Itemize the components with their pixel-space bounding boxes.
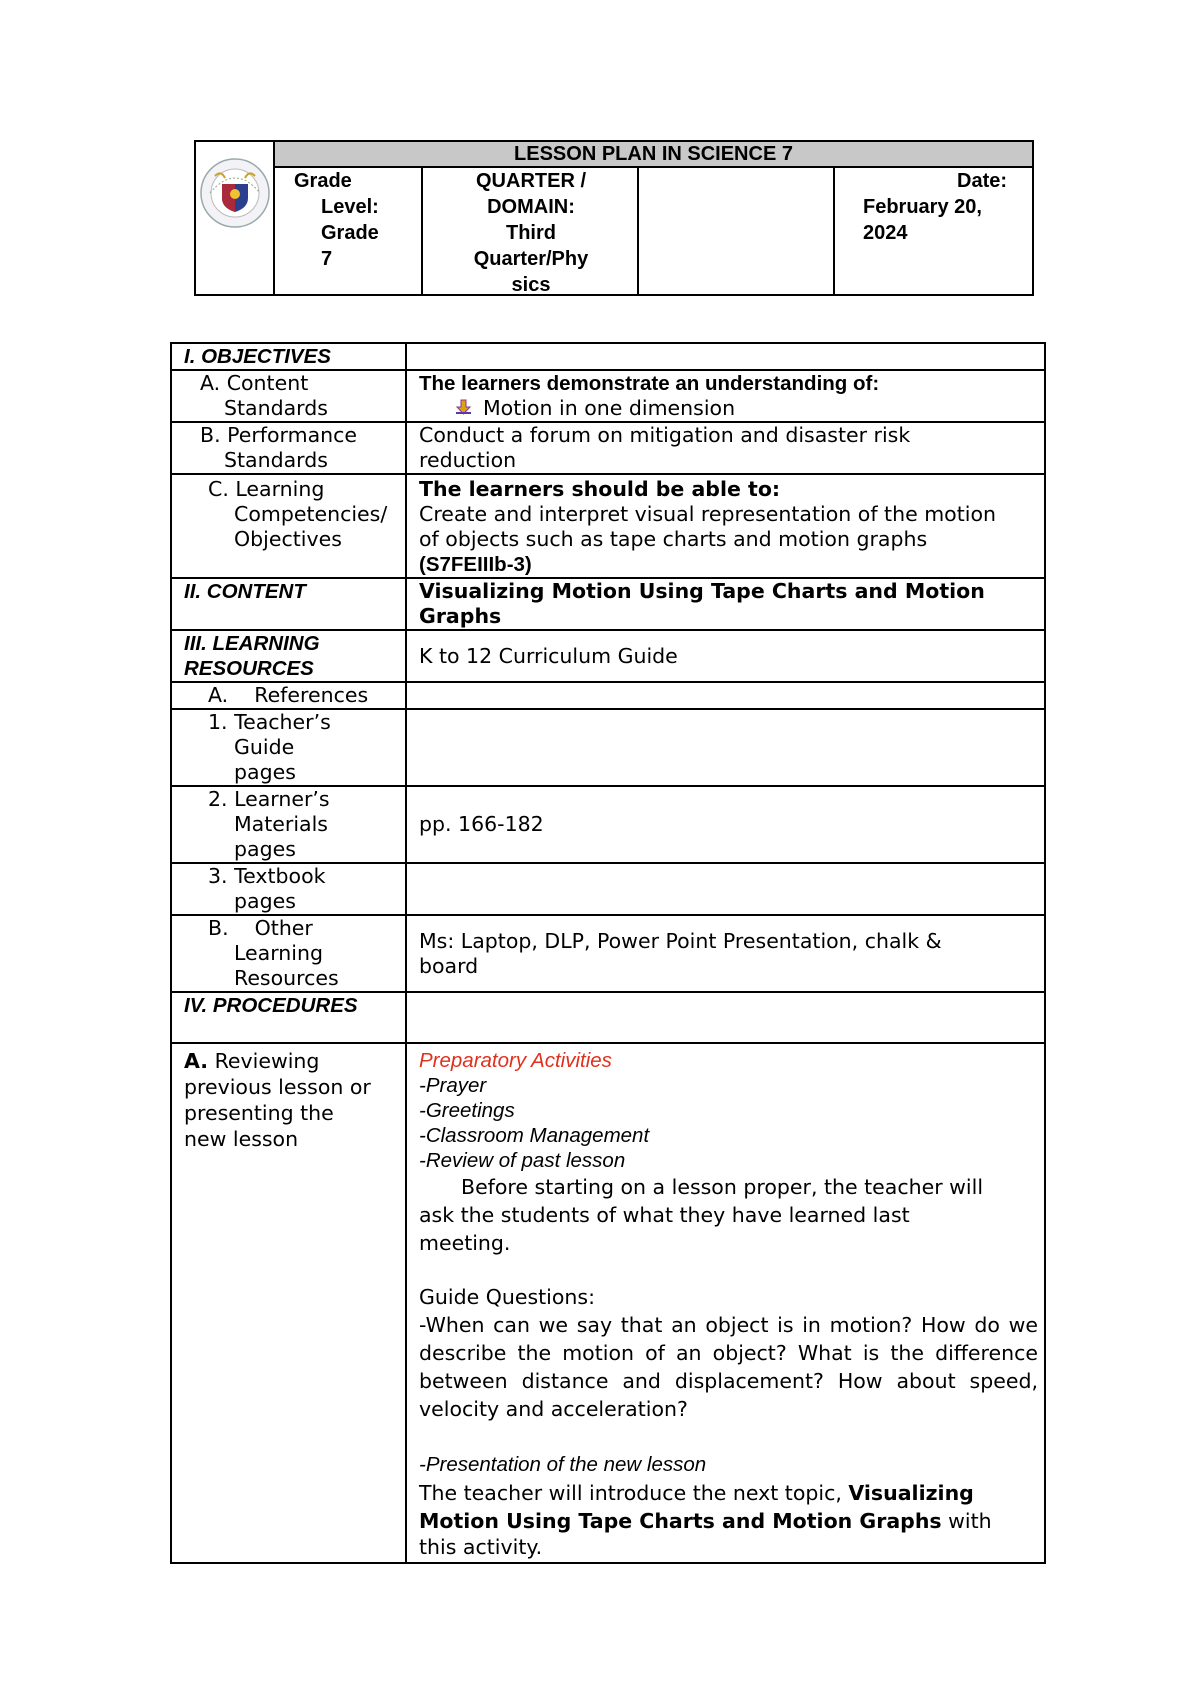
header-table xyxy=(194,140,1034,296)
review-text: Before starting on a lesson proper, the teacher will xyxy=(461,1175,984,1199)
learners-materials-value: pp. 166-182 xyxy=(419,812,544,836)
content-standards-intro: The learners demonstrate an understanding of: xyxy=(419,372,880,395)
grade-line: Level: xyxy=(321,196,379,218)
textbook-label: pages xyxy=(234,889,296,913)
prep-item: -Classroom Management xyxy=(419,1124,650,1147)
performance-standards-text: Conduct a forum on mitigation and disaster risk xyxy=(419,423,911,447)
grade-line: 7 xyxy=(321,248,333,270)
teachers-guide-label: 1. Teacher’s xyxy=(208,710,331,734)
prep-item: -Review of past lesson xyxy=(419,1149,626,1172)
learning-competencies-text: Create and interpret visual representation of the motion xyxy=(419,502,996,526)
table-row xyxy=(171,370,1045,422)
prep-item: -Prayer xyxy=(419,1074,487,1097)
procedure-a-label: A. Reviewing xyxy=(184,1049,320,1073)
table-row xyxy=(171,992,1045,1043)
table-row xyxy=(171,630,1045,682)
procedure-a-label: presenting the xyxy=(184,1101,334,1125)
learning-competencies-text: of objects such as tape charts and motion graphs xyxy=(419,527,928,551)
performance-standards-text: reduction xyxy=(419,448,517,472)
quarter-line: Quarter/Phy xyxy=(473,248,589,270)
other-resources-label: Learning xyxy=(234,941,323,965)
textbook-label: 3. Textbook xyxy=(208,864,326,888)
resources-heading: III. LEARNING xyxy=(184,632,320,655)
date-value: February 20, xyxy=(863,196,982,218)
lesson-table xyxy=(170,342,1046,1564)
quarter-line: QUARTER / xyxy=(476,170,586,192)
table-row xyxy=(171,915,1045,992)
table-row xyxy=(171,343,1045,370)
other-resources-label: B. Other xyxy=(208,916,313,940)
table-row xyxy=(171,578,1045,630)
quarter-domain-cell xyxy=(425,168,639,294)
preparatory-activities-title: Preparatory Activities xyxy=(419,1049,612,1072)
date-cell xyxy=(837,168,1032,294)
performance-standards-label: B. Performance xyxy=(200,423,358,447)
content-standards-label: A. Content xyxy=(200,371,309,395)
table-row xyxy=(171,422,1045,474)
review-text: ask the students of what they have learned last xyxy=(419,1203,910,1227)
intro-text: The teacher will introduce the next topic, Visualizing xyxy=(419,1481,974,1505)
learning-competencies-label: C. Learning xyxy=(208,477,325,501)
table-row xyxy=(171,474,1045,578)
teachers-guide-label: pages xyxy=(234,760,296,784)
competency-code: (S7FEIIIb-3) xyxy=(419,553,532,576)
bullet-arrow-icon xyxy=(455,396,483,421)
content-text: Visualizing Motion Using Tape Charts and Motion Graphs xyxy=(419,579,985,628)
teachers-guide-label: Guide xyxy=(234,735,295,759)
objectives-heading: I. OBJECTIVES xyxy=(184,345,331,368)
resources-text: K to 12 Curriculum Guide xyxy=(419,643,678,668)
procedure-a-label: previous lesson or xyxy=(184,1075,371,1099)
learning-competencies-intro: The learners should be able to: xyxy=(419,477,781,501)
content-standards-bullet: Motion in one dimension xyxy=(483,396,736,420)
blank-cell xyxy=(641,168,835,294)
logo-cell xyxy=(196,142,275,294)
table-row xyxy=(171,863,1045,915)
learners-materials-label: pages xyxy=(234,837,296,861)
other-resources-value: board xyxy=(419,953,479,978)
learning-competencies-label: Competencies/ xyxy=(234,502,388,526)
grade-line: Grade xyxy=(294,170,352,192)
intro-text: this activity. xyxy=(419,1535,543,1559)
guide-questions-title: Guide Questions: xyxy=(419,1285,595,1309)
table-row xyxy=(171,709,1045,786)
date-label: Date: xyxy=(957,170,1008,192)
content-heading: II. CONTENT xyxy=(184,580,306,603)
other-resources-value: Ms: Laptop, DLP, Power Point Presentation, chalk & xyxy=(419,928,942,953)
content-standards-label: Standards xyxy=(224,396,328,420)
deped-seal-icon xyxy=(198,156,272,230)
other-resources-label: Resources xyxy=(234,966,339,990)
references-label: A. References xyxy=(208,683,369,707)
performance-standards-label: Standards xyxy=(224,448,328,472)
quarter-line: sics xyxy=(511,274,551,296)
prep-item: -Greetings xyxy=(419,1099,515,1122)
learners-materials-label: Materials xyxy=(234,812,328,836)
table-row xyxy=(171,1043,1045,1563)
learners-materials-label: 2. Learner’s xyxy=(208,787,330,811)
resources-heading: RESOURCES xyxy=(184,657,314,680)
quarter-line: Third xyxy=(506,222,556,244)
procedures-heading: IV. PROCEDURES xyxy=(184,994,358,1017)
intro-text: Motion Using Tape Charts and Motion Graphs with xyxy=(419,1509,992,1533)
quarter-line: DOMAIN: xyxy=(487,196,575,218)
guide-questions-text: -When can we say that an object is in motion? How do we describe the motion of an object? What is the difference between distance and displacement? How about speed, velocity and acceleration? xyxy=(419,1313,1038,1421)
procedure-a-label: new lesson xyxy=(184,1127,299,1151)
date-year: 2024 xyxy=(863,222,908,244)
review-text: meeting. xyxy=(419,1231,511,1255)
presentation-title: -Presentation of the new lesson xyxy=(419,1453,707,1476)
lesson-plan-title: LESSON PLAN IN SCIENCE 7 xyxy=(275,142,1032,168)
table-row xyxy=(171,682,1045,709)
grade-line: Grade xyxy=(321,222,379,244)
table-row xyxy=(171,786,1045,863)
grade-level-cell xyxy=(275,168,423,294)
learning-competencies-label: Objectives xyxy=(234,527,342,551)
